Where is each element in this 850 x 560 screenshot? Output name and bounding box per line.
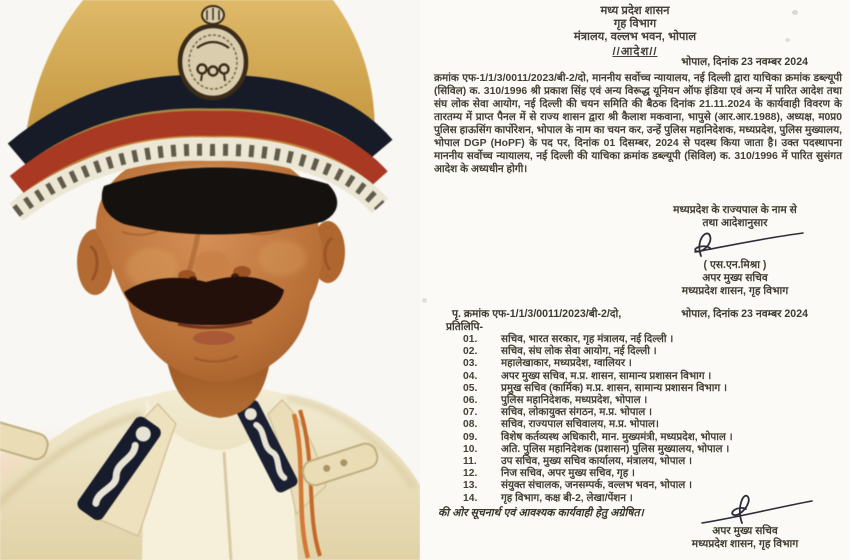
- recipient-number: 13.: [463, 480, 478, 492]
- recipient-row: [463, 444, 846, 456]
- signatory-dept: मध्यप्रदेश शासन, गृह विभाग: [681, 285, 789, 297]
- signatory-title: अपर मुख्य सचिव: [702, 272, 768, 284]
- recipient-number: 07.: [463, 407, 478, 419]
- recipient-number: 09.: [463, 431, 478, 443]
- recipient-text: सचिव, भारत सरकार, गृह मंत्रालय, नई दिल्ली ।: [501, 334, 674, 345]
- recipient-row: [463, 371, 846, 383]
- recipient-text: महालेखाकार, मध्यप्रदेश, ग्वालियर ।: [501, 358, 632, 370]
- signatory-dept: मध्यप्रदेश शासन, गृह विभाग: [691, 538, 799, 550]
- recipient-row: [463, 432, 846, 444]
- recipient-row: [463, 395, 846, 407]
- endorsement-date: भोपाल, दिनांक 23 नवम्बर 2024: [681, 308, 808, 320]
- forwarding-note: की ओर सूचनार्थ एवं आवश्यक कार्यवाही हेतु अग्रेषित।: [438, 507, 644, 519]
- order-date: भोपाल, दिनांक 23 नवम्बर 2024: [681, 56, 808, 68]
- recipient-text: निज सचिव, अपर मुख्य सचिव, गृह ।: [501, 468, 635, 480]
- signature-flourish-icon: [655, 228, 805, 258]
- office-address: मंत्रालय, वल्लभ भवन, भोपाल: [573, 31, 697, 44]
- order-title: //आदेश//: [612, 45, 658, 58]
- order-body-text: क्रमांक एफ-1/1/3/0011/2023/बी-2/दो, माननीय सर्वोच्च न्यायालय, नई दिल्ली द्वारा याचिका क्रमांक डब्ल्यूपी (सिविल) क. 310/1996 श्री प्रकाश सिंह एवं अन्य विरूद्ध यूनियन ऑफ इंडिया एवं अन्य में पारित आदेश तथा संघ लोक सेवा आयोग, नई दिल्ली की चयन समिति की बैठक दिनांक 21.11.2024 के कार्यवाही विवरण के तारतम्य में प्राप्त पैनल में से राज्य शासन द्वारा श्री कैलाश मकवाना, भापुसे (आर.आर.1988), अध्यक्ष, म0प्र0 पुलिस हाऊसिंग कार्पोरेशन, भोपाल के नाम का चयन कर, उन्हें पुलिस महानिदेशक, मध्यप्रदेश, पुलिस मुख्यालय, भोपाल DGP (HoPF) के पद पर, दिनांक 01 दिसम्बर, 2024 से पदस्थ किया जाता है। उक्त पदस्थापना माननीय सर्वोच्च न्यायालय, नई दिल्ली की याचिका क्रमांक डब्ल्यूपी (सिविल) क. 310/1996 में पारित सुसंगत आदेश के अध्यधीन होगी।: [434, 73, 842, 175]
- recipient-number: 04.: [463, 370, 478, 382]
- recipient-text: अति. पुलिस महानिदेशक (प्रशासन) पुलिस मुख्यालय, भोपाल ।: [501, 443, 730, 455]
- cap-visor: [102, 167, 337, 234]
- order-document: [420, 0, 850, 560]
- recipient-number: 11.: [463, 456, 477, 468]
- recipient-row: [463, 407, 846, 419]
- recipient-number: 12.: [463, 468, 478, 480]
- endorsement-ref: पृ. क्रमांक एफ-1/1/3/0011/2023/बी-2/दो,: [452, 308, 622, 320]
- copy-to-label: प्रतिलिपि-: [446, 321, 484, 333]
- recipient-row: [463, 334, 846, 346]
- officer-portrait: [0, 0, 420, 560]
- recipient-number: 10.: [463, 443, 478, 455]
- recipient-text: संयुक्त संचालक, जनसम्पर्क, वल्लभ भवन, भोपाल ।: [501, 480, 693, 492]
- recipient-text: सचिव, लोकायुक्त संगठन, म.प्र. भोपाल ।: [501, 407, 652, 419]
- scan-smudge: [422, 298, 427, 303]
- recipient-number: 14.: [463, 492, 478, 504]
- recipient-number: 02.: [463, 346, 478, 358]
- recipient-text: अपर मुख्य सचिव, म.प्र. शासन, सामान्य प्रशासन विभाग ।: [501, 370, 712, 382]
- signature-flourish-icon: [684, 489, 814, 527]
- recipient-text: पुलिस महानिदेशक, मध्यप्रदेश, भोपाल ।: [501, 395, 648, 407]
- recipient-number: 06.: [463, 395, 478, 407]
- bottom-signature-block: [656, 489, 834, 551]
- recipient-text: विशेष कर्तव्यस्थ अधिकारी, मान. मुख्यमंत्री, मध्यप्रदेश, भोपाल ।: [501, 431, 733, 443]
- recipient-row: [463, 456, 846, 468]
- authority-line-1: मध्यप्रदेश के राज्यपाल के नाम से: [673, 204, 797, 216]
- recipient-text: गृह विभाग, कक्ष बी-2, लेखा/पेंशन ।: [501, 492, 633, 504]
- recipient-text: सचिव, संघ लोक सेवा आयोग, नई दिल्ली ।: [501, 346, 657, 358]
- recipient-row: [463, 419, 846, 431]
- department-name: गृह विभाग: [613, 18, 657, 31]
- recipient-text: उप सचिव, मुख्य सचिव कार्यालय, मंत्रालय, भोपाल ।: [501, 456, 692, 468]
- recipient-text: सचिव, राज्यपाल सचिवालय, म.प्र. भोपाल।: [501, 419, 659, 431]
- signatory-title: अपर मुख्य सचिव: [712, 525, 778, 537]
- recipient-row: [463, 346, 846, 358]
- govt-name: मध्य प्रदेश शासन: [600, 5, 670, 17]
- document-header: [420, 5, 850, 59]
- recipient-number: 08.: [463, 419, 478, 431]
- recipient-number: 05.: [463, 382, 478, 394]
- authority-block: [605, 204, 850, 298]
- recipient-text: प्रमुख सचिव (कार्मिक) म.प्र. शासन, सामान्य प्रशासन विभाग ।: [501, 382, 727, 394]
- authority-line-2: तथा आदेशानुसार: [702, 217, 768, 229]
- signature-area: [656, 489, 834, 525]
- signatory-name: ( एस.एन.मिश्रा ): [703, 259, 767, 271]
- officer-photo: [0, 0, 420, 560]
- recipient-number: 03.: [463, 358, 478, 370]
- recipient-row: [463, 383, 846, 395]
- recipient-number: 01.: [463, 334, 478, 345]
- recipient-row: [463, 358, 846, 370]
- recipient-row: [463, 468, 846, 480]
- signature-area: [605, 230, 850, 259]
- copy-recipients-list: [463, 334, 846, 505]
